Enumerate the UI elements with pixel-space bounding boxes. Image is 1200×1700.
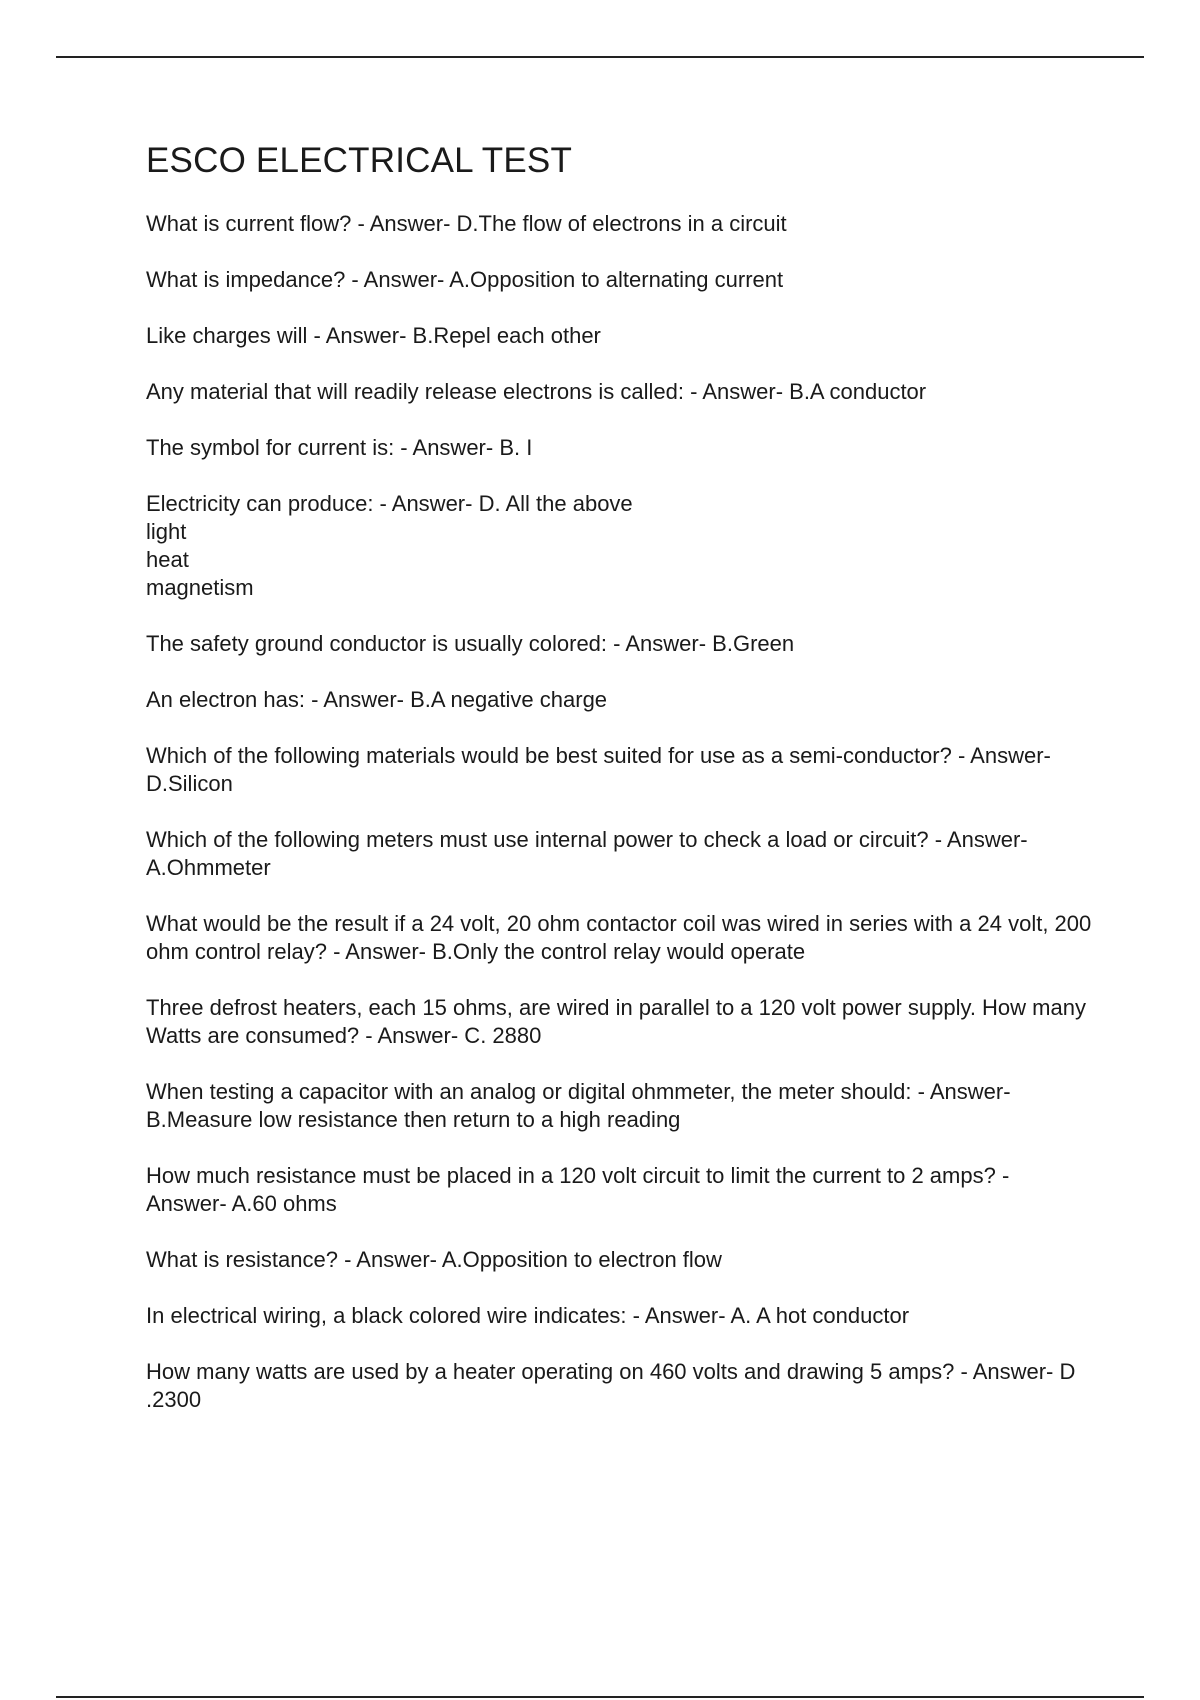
qa-text: What would be the result if a 24 volt, 20 ohm contactor coil was wired in series with a 24 volt, 200 ohm control relay? - Answer- B.Only the control relay would operate bbox=[146, 911, 1092, 964]
qa-item bbox=[146, 322, 1092, 350]
qa-item bbox=[146, 826, 1092, 882]
qa-text: Any material that will readily release electrons is called: - Answer- B.A conductor bbox=[146, 379, 927, 404]
qa-text: Electricity can produce: - Answer- D. All the above bbox=[146, 491, 633, 516]
qa-extra-line: magnetism bbox=[146, 575, 254, 600]
qa-text: Which of the following materials would be best suited for use as a semi-conductor? - Answer- D.Silicon bbox=[146, 743, 1051, 796]
qa-item bbox=[146, 1078, 1092, 1134]
qa-text: What is impedance? - Answer- A.Opposition to alternating current bbox=[146, 267, 784, 292]
bottom-rule bbox=[56, 1696, 1144, 1698]
qa-item bbox=[146, 742, 1092, 798]
qa-item bbox=[146, 490, 1092, 602]
qa-text: How many watts are used by a heater operating on 460 volts and drawing 5 amps? - Answer- D .2300 bbox=[146, 1359, 1076, 1412]
qa-text: In electrical wiring, a black colored wire indicates: - Answer- A. A hot conductor bbox=[146, 1303, 910, 1328]
qa-item bbox=[146, 378, 1092, 406]
page-title: ESCO ELECTRICAL TEST bbox=[146, 141, 573, 180]
qa-item bbox=[146, 630, 1092, 658]
qa-text: What is current flow? - Answer- D.The flow of electrons in a circuit bbox=[146, 211, 787, 236]
qa-text: What is resistance? - Answer- A.Opposition to electron flow bbox=[146, 1247, 722, 1272]
qa-item bbox=[146, 1358, 1092, 1414]
qa-item bbox=[146, 994, 1092, 1050]
qa-text: Like charges will - Answer- B.Repel each other bbox=[146, 323, 601, 348]
qa-text: Which of the following meters must use internal power to check a load or circuit? - Answer- A.Ohmmeter bbox=[146, 827, 1028, 880]
qa-text: The symbol for current is: - Answer- B. I bbox=[146, 435, 533, 460]
qa-item bbox=[146, 434, 1092, 462]
qa-item bbox=[146, 1162, 1092, 1218]
qa-text: When testing a capacitor with an analog or digital ohmmeter, the meter should: - Answer- B.Measure low resistance then return to a high reading bbox=[146, 1079, 1011, 1132]
qa-item bbox=[146, 910, 1092, 966]
qa-item bbox=[146, 686, 1092, 714]
qa-extra-line: light bbox=[146, 519, 187, 544]
qa-item bbox=[146, 1302, 1092, 1330]
qa-item bbox=[146, 210, 1092, 238]
qa-extra-line: heat bbox=[146, 547, 189, 572]
qa-text: An electron has: - Answer- B.A negative charge bbox=[146, 687, 608, 712]
qa-item bbox=[146, 266, 1092, 294]
document-body bbox=[146, 140, 1092, 1442]
qa-item bbox=[146, 1246, 1092, 1274]
qa-text: The safety ground conductor is usually colored: - Answer- B.Green bbox=[146, 631, 795, 656]
qa-text: How much resistance must be placed in a 120 volt circuit to limit the current to 2 amps? - Answer- A.60 ohms bbox=[146, 1163, 1010, 1216]
qa-text: Three defrost heaters, each 15 ohms, are wired in parallel to a 120 volt power supply. How many Watts are consumed? - Answer- C. 2880 bbox=[146, 995, 1086, 1048]
top-rule bbox=[56, 56, 1144, 58]
